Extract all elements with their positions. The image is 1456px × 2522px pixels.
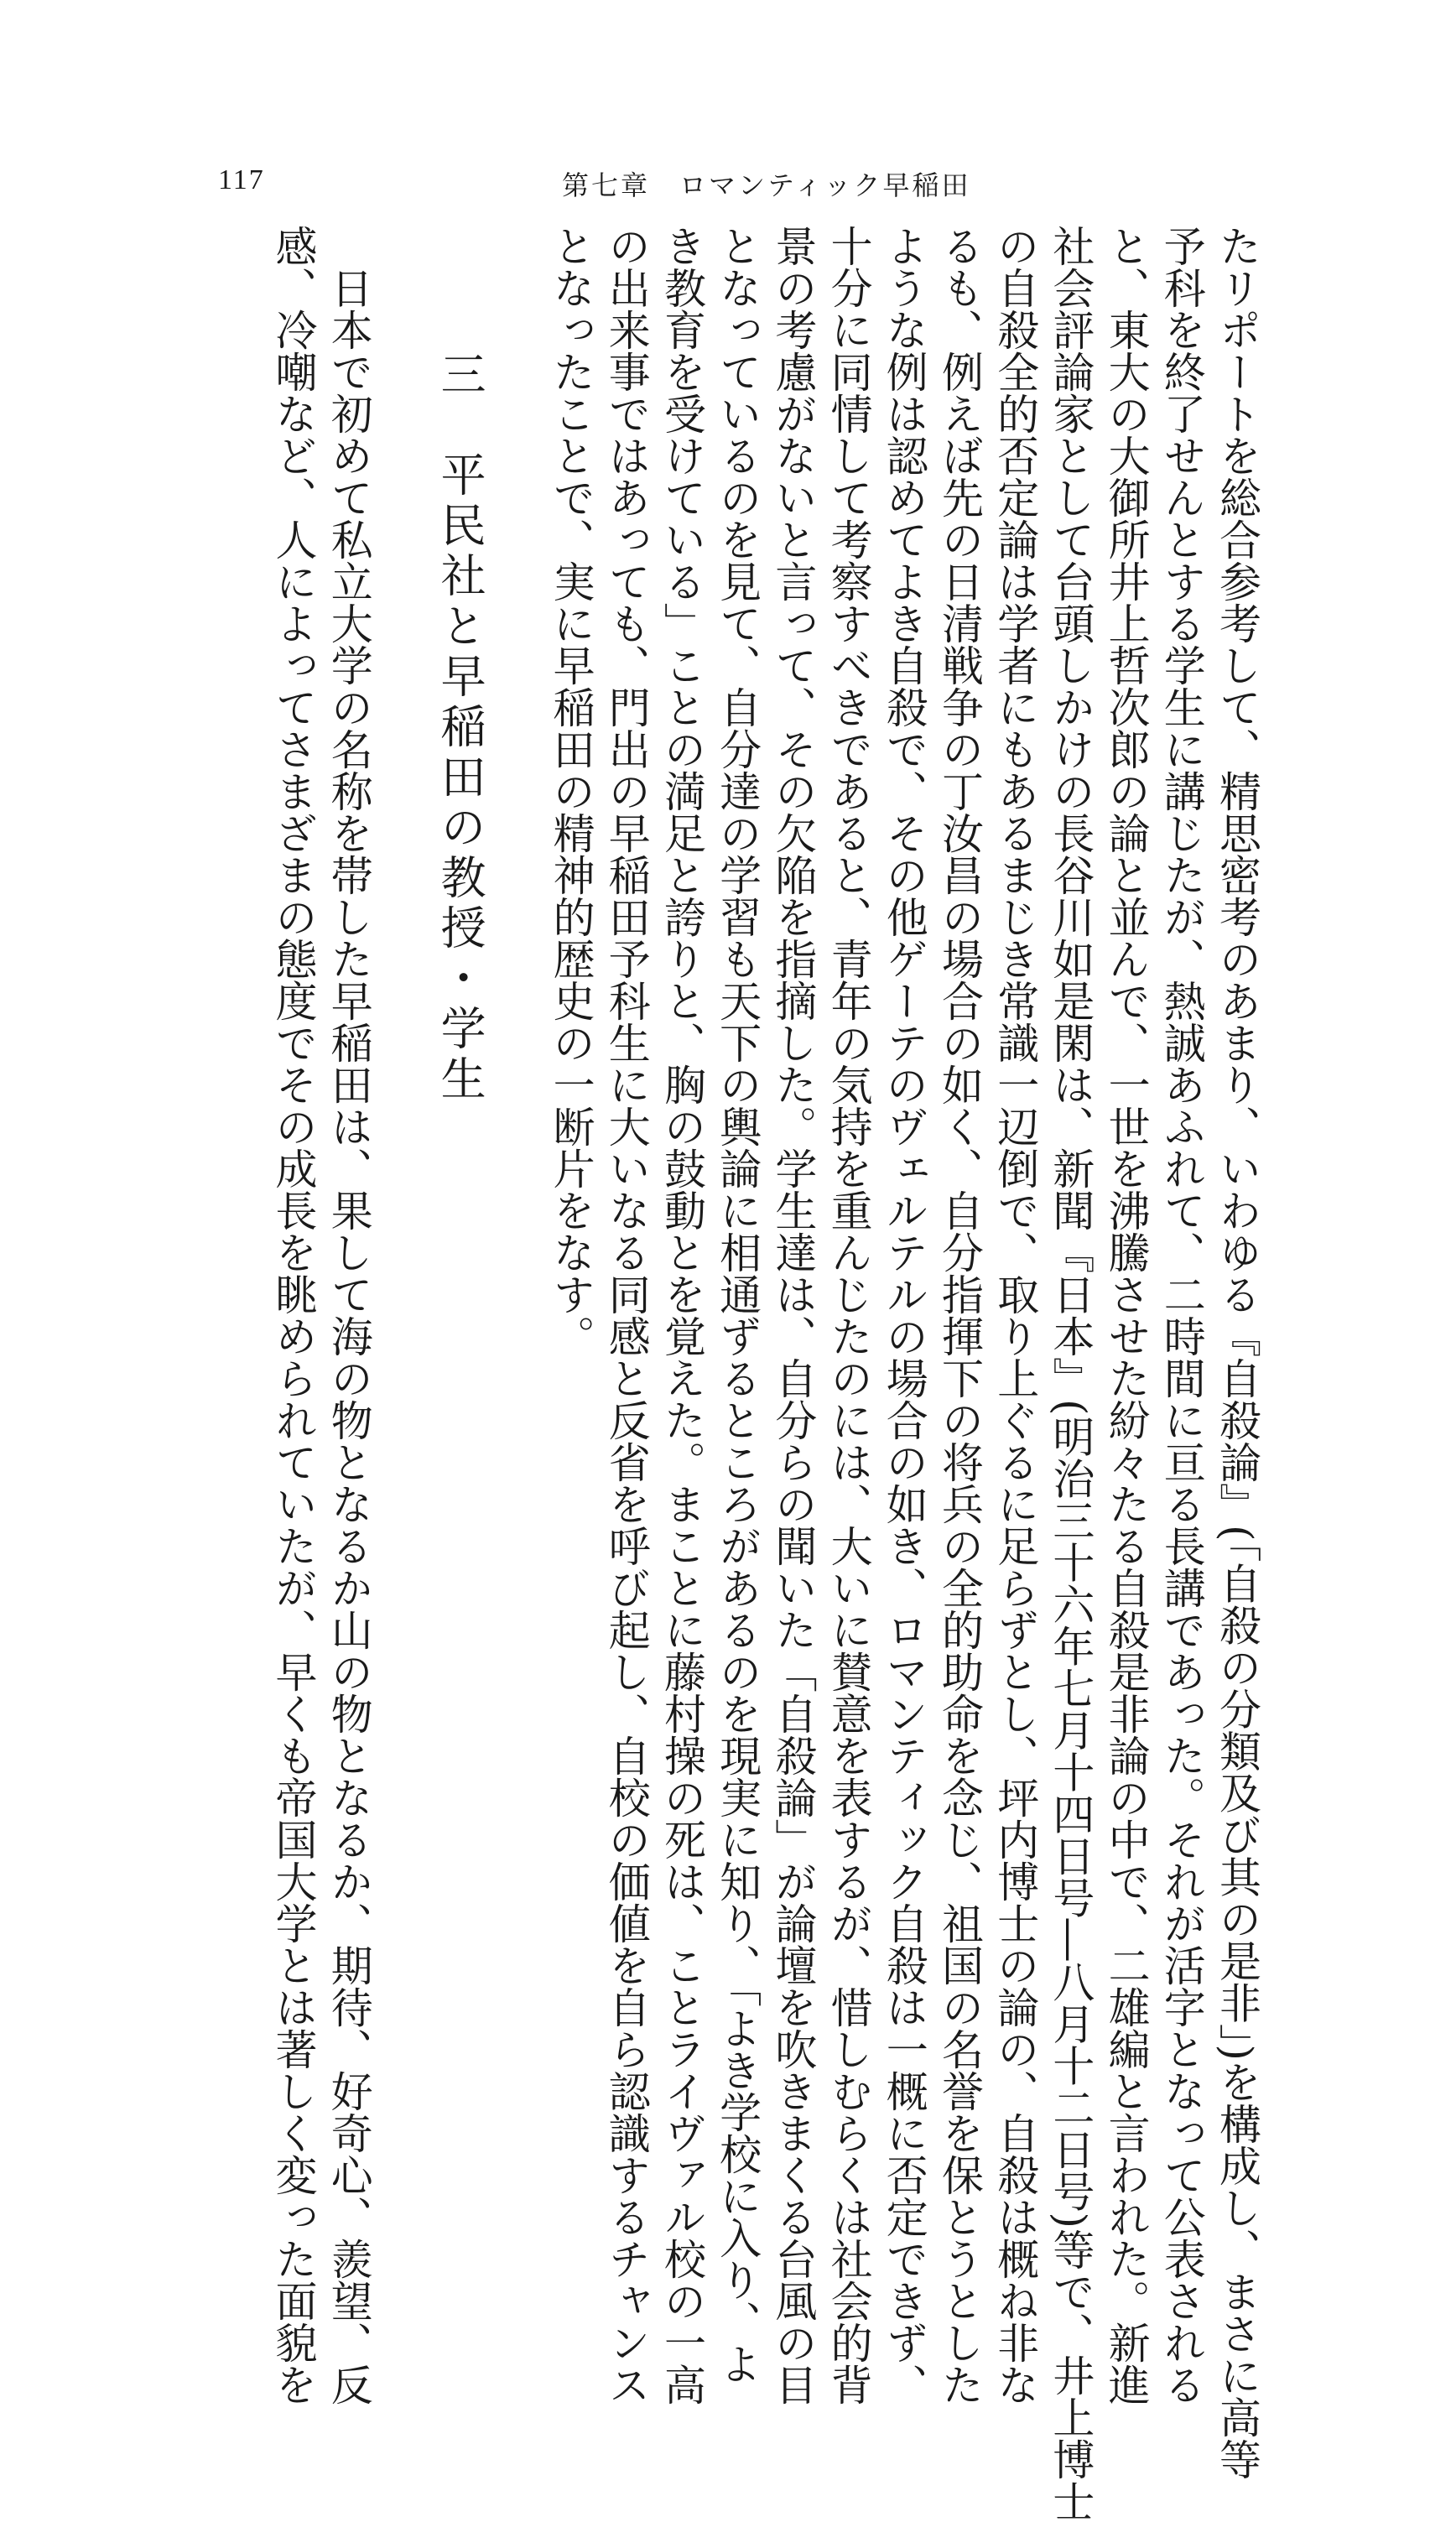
text-line: 十分に同情して考察すべきであると、青年の気持を重んじたのには、大いに賛意を表するが、惜しむらくは社会的背	[824, 225, 873, 2405]
text-line: の自殺全的否定論は学者にもあるまじき常識一辺倒で、取り上ぐるに足らずとし、坪内博士の論の、自殺は概ね非な	[991, 225, 1040, 2405]
text-line: 社会評論家として台頭しかけの長谷川如是閑は、新聞『日本』(明治三十六年七月十四日号―八月十二日号)等で、井上博士	[1046, 225, 1095, 2522]
page-number: 117	[218, 164, 265, 195]
text-line: の出来事ではあっても、門出の早稲田予科生に大いなる同感と反省を呼び起し、自校の価値を自ら認識するチャンス	[601, 225, 651, 2405]
text-line: るも、例えば先の日清戦争の丁汝昌の場合の如く、自分指揮下の将兵の全的助命を念じ、祖国の名誉を保とうとした	[934, 225, 984, 2405]
text-line: 予科を終了せんとする学生に講じたが、熱誠あふれて、二時間に亘る長講であった。それが活字となって公表される	[1157, 225, 1206, 2405]
text-line: となったことで、実に早稲田の精神的歴史の一断片をなす。	[546, 225, 595, 1357]
text-line: 景の考慮がないと言って、その欠陥を指摘した。学生達は、自分らの聞いた「自殺論」が論壇を吹きまくる台風の目	[768, 225, 818, 2405]
text-line: 日本で初めて私立大学の名称を帯した早稲田は、果して海の物となるか山の物となるか、期待、好奇心、羨望、反	[324, 267, 373, 2405]
section-heading: 三 平民社と早稲田の教授・学生	[434, 351, 487, 1105]
text-line: と、東大の大御所井上哲次郎の論と並んで、一世を沸騰させた紛々たる自殺是非論の中で、二雄編と言われた。新進	[1101, 225, 1151, 2405]
running-head: 第七章 ロマンティック早稲田	[562, 169, 971, 201]
text-line: き教育を受けている」ことの満足と誇りと、胸の鼓動とを覚えた。まことに藤村操の死は、ことライヴァル校の一高	[657, 225, 706, 2405]
text-line: たリポートを総合参考して、精思密考のあまり、いわゆる『自殺論』(「自殺の分類及び其の是非」)を構成し、まさに高等	[1213, 225, 1261, 2481]
text-line: となっているのを見て、自分達の学習も天下の輿論に相通ずるところがあるのを現実に知り、「よき学校に入り、よ	[713, 225, 762, 2384]
text-line: ような例は認めてよき自殺で、その他ゲーテのヴェルテルの場合の如き、ロマンティック自殺は一概に否定できず、	[879, 225, 928, 2405]
text-line: 感、冷嘲など、人によってさまざまの態度でその成長を眺められていたが、早くも帝国大学とは著しく変った面貌を	[268, 225, 318, 2405]
body-text	[265, 225, 1265, 2522]
